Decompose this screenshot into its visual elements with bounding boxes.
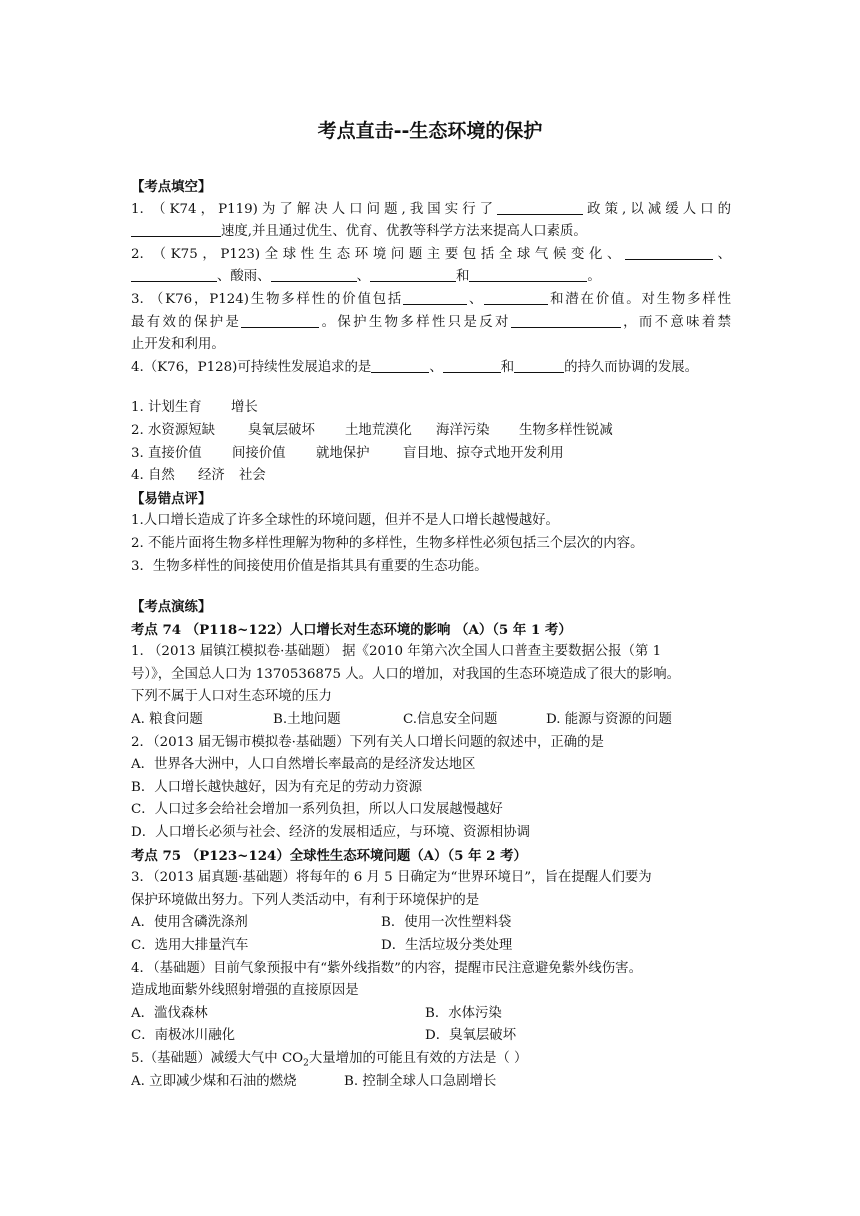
answer-line-3: 3. 直接价值 间接价值 就地保护 盲目地、掠夺式地开发利用 <box>131 445 564 461</box>
error-item: 3．生物多样性的间接使用价值是指其具有重要的生态功能。 <box>131 558 488 574</box>
answer-blank <box>271 267 357 282</box>
q4-line2: 造成地面紫外线照射增强的直接原因是 <box>131 983 359 999</box>
option-b: B．水体污染 <box>425 1005 502 1021</box>
answer-blank <box>484 290 548 305</box>
answer-line-1: 1. 计划生育 增长 <box>131 400 258 416</box>
fill-q1-line2: 速度,并且通过优生、优育、优教等科学方法来提高人口素质。 <box>131 221 731 244</box>
answer-blank <box>443 358 501 373</box>
option-a: A．滥伐森林 <box>131 1005 208 1021</box>
option-a: A. 粮食问题 <box>131 712 203 728</box>
errors-heading: 【易错点评】 <box>131 490 212 507</box>
kp74-heading: 考点 74 （P118~122）人口增长对生态环境的影响 （A）（5 年 1 考） <box>131 621 572 638</box>
option-a: A．使用含磷洗涤剂 <box>131 915 248 931</box>
option-c: C．南极冰川融化 <box>131 1028 235 1044</box>
q5-stem: 5.（基础题）减缓大气中 $CO_2$大量增加的可能且有效的方法是（ ） <box>131 1050 528 1069</box>
answer-blank <box>625 245 713 260</box>
fill-q1-line1: 1. （K74，P119)为了解决人口问题,我国实行了 政策,以减缓人口的 <box>131 201 731 217</box>
q2-stem: 2．（2013 届无锡市模拟卷·基础题）下列有关人口增长问题的叙述中，正确的是 <box>131 734 604 750</box>
answer-blank <box>511 313 621 328</box>
q1-line3: 下列不属于人口对生态环境的压力 <box>131 689 332 705</box>
kp75-heading: 考点 75 （P123~124）全球性生态环境问题（A）（5 年 2 考） <box>131 847 527 864</box>
answer-line-4: 4. 自然 经济 社会 <box>131 468 266 484</box>
option-d: D. 能源与资源的问题 <box>546 712 672 728</box>
error-item: 1.人口增长造成了许多全球性的环境问题，但并不是人口增长越慢越好。 <box>131 513 559 529</box>
fill-q3-line3: 止开发和利用。 <box>131 337 225 353</box>
q3-line2: 保护环境做出努力。下列人类活动中，有利于环境保护的是 <box>131 892 480 908</box>
fill-q2-line2: 、酸雨、 、 和 。 <box>131 266 731 289</box>
fill-q2-line1: 2. （K75，P123)全球性生态环境问题主要包括全球气候变化、 、 <box>131 246 731 262</box>
option-a: A. 立即减少煤和石油的燃烧 <box>131 1073 297 1089</box>
q3-options-row2 <box>131 935 731 958</box>
fill-q3-line1: 3. （K76，P124)生物多样性的价值包括 、 和潜在价值。对生物多样性 <box>131 291 731 307</box>
q3-line1: 3．（2013 届真题·基础题）将每年的 6 月 5 日确定为“世界环境日”，旨在提醒人们要为 <box>131 870 652 886</box>
option-d: D．人口增长必须与社会、经济的发展相适应，与环境、资源相协调 <box>131 825 531 841</box>
q4-options-row1 <box>131 1003 731 1026</box>
q1-line1: 1. （2013 届镇江模拟卷·基础题） 据《2010 年第六次全国人口普查主要数据公报（第 1 <box>131 644 662 660</box>
fill-q4-line1: 4.（K76，P128)可持续性发展追求的是 、 和 的持久而协调的发展。 <box>131 359 698 375</box>
option-b: B.土地问题 <box>273 712 341 728</box>
error-item: 2. 不能片面将生物多样性理解为物种的多样性，生物多样性必须包括三个层次的内容。 <box>131 535 644 551</box>
answer-blank <box>131 267 217 282</box>
answer-blank <box>371 358 429 373</box>
option-b: B．使用一次性塑料袋 <box>381 915 512 931</box>
option-b: B. 控制全球人口急剧增长 <box>344 1073 497 1089</box>
q1-options <box>131 709 731 732</box>
q5-options <box>131 1071 731 1094</box>
answer-blank <box>514 358 564 373</box>
answer-blank <box>469 267 587 282</box>
answer-blank <box>497 200 583 215</box>
practice-heading: 【考点演练】 <box>131 599 212 616</box>
answer-line-2: 2. 水资源短缺 臭氧层破坏 土地荒漠化 海洋污染 生物多样性锐减 <box>131 422 613 438</box>
answer-blank <box>241 313 319 328</box>
q4-line1: 4．（基础题）目前气象预报中有“紫外线指数”的内容，提醒市民注意避免紫外线伤害。 <box>131 960 642 976</box>
page-title: 考点直击--生态环境的保护 <box>317 120 543 142</box>
option-d: D．生活垃圾分类处理 <box>381 938 513 953</box>
option-c: C．选用大排量汽车 <box>131 938 249 953</box>
answer-blank <box>403 290 467 305</box>
option-c: C.信息安全问题 <box>403 712 498 728</box>
q1-line2: 号）》，全国总人口为 1370536875 人。人口的增加，对我国的生态环境造成了很大的影响。 <box>131 666 680 682</box>
option-a: A．世界各大洲中，人口自然增长率最高的是经济发达地区 <box>131 757 476 773</box>
answer-blank <box>370 267 456 282</box>
option-d: D．臭氧层破坏 <box>425 1028 517 1044</box>
option-c: C．人口过多会给社会增加一系列负担，所以人口发展越慢越好 <box>131 802 503 818</box>
answer-blank <box>131 222 221 237</box>
q3-options-row1 <box>131 912 731 935</box>
fill-q3-line2: 最有效的保护是 。保护生物多样性只是反对 ，而不意味着禁 <box>131 314 731 330</box>
document-body <box>131 176 731 1093</box>
fill-heading: 【考点填空】 <box>131 179 212 195</box>
option-b: B．人口增长越快越好，因为有充足的劳动力资源 <box>131 779 423 795</box>
q4-options-row2 <box>131 1025 731 1048</box>
